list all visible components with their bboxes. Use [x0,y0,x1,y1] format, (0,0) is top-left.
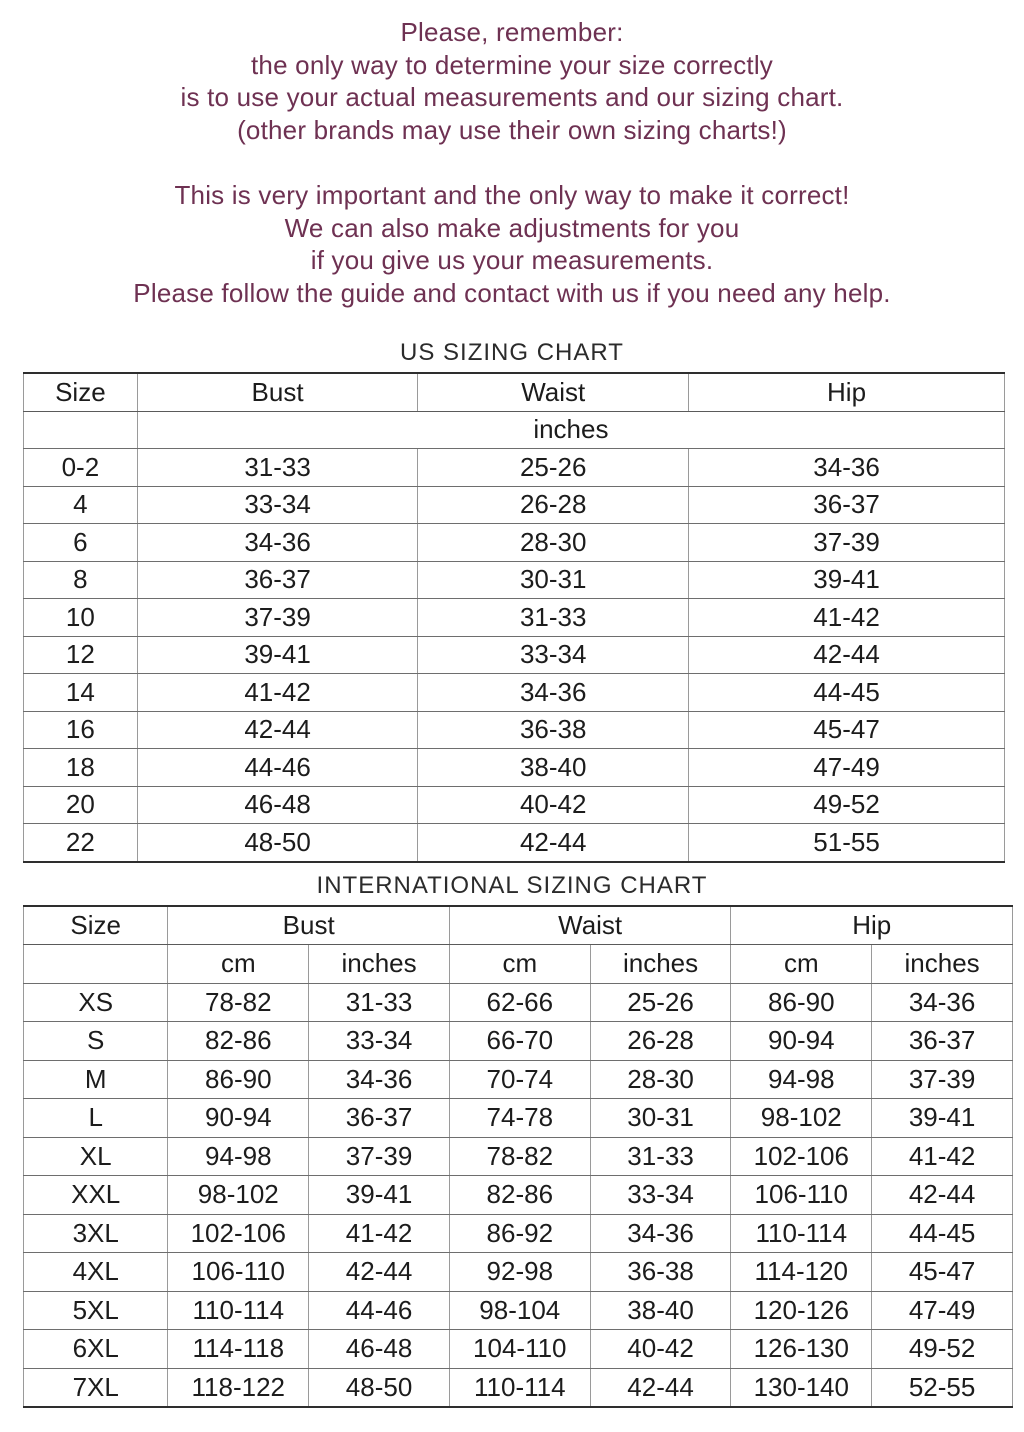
intro-line: Please follow the guide and contact with us if you need any help. [133,277,891,308]
size-cell: XS [24,983,168,1022]
intro-line: if you give us your measurements. [310,245,714,275]
table-row [24,749,1005,787]
measurement-cell: 31-33 [418,599,689,637]
measurement-cell: 86-92 [449,1214,590,1253]
unit-label-waist-cm: cm [449,945,590,984]
measurement-cell: 51-55 [689,824,1005,862]
table-row [24,674,1005,712]
measurement-cell: 44-46 [309,1291,450,1330]
measurement-cell: 42-44 [418,824,689,862]
measurement-cell: 36-37 [309,1099,450,1138]
measurement-cell: 34-36 [418,674,689,712]
measurement-cell: 25-26 [590,983,731,1022]
size-cell: 5XL [24,1291,168,1330]
measurement-cell: 36-38 [590,1253,731,1292]
measurement-cell: 39-41 [137,636,418,674]
measurement-cell: 28-30 [418,524,689,562]
table-row [24,1099,1013,1138]
size-cell: 6 [24,524,138,562]
size-cell: 3XL [24,1214,168,1253]
measurement-cell: 42-44 [309,1253,450,1292]
size-cell: 6XL [24,1330,168,1369]
empty-cell [24,945,168,984]
measurement-cell: 42-44 [872,1176,1013,1215]
table-row [24,1253,1013,1292]
measurement-cell: 33-34 [137,486,418,524]
intro-line: We can also make adjustments for you [284,212,740,243]
measurement-cell: 66-70 [449,1022,590,1061]
measurement-cell: 33-34 [590,1176,731,1215]
column-header-size: Size [24,373,138,411]
measurement-cell: 98-104 [449,1291,590,1330]
size-cell: 7XL [24,1368,168,1407]
us-chart-title: US SIZING CHART [400,339,624,366]
measurement-cell: 52-55 [872,1368,1013,1407]
table-row [24,824,1005,862]
table-row [24,486,1005,524]
measurement-cell: 26-28 [418,486,689,524]
measurement-cell: 45-47 [689,711,1005,749]
measurement-cell: 42-44 [590,1368,731,1407]
measurement-cell: 106-110 [168,1253,309,1292]
size-cell: S [24,1022,168,1061]
table-row [24,636,1005,674]
unit-label-hip-inches: inches [872,945,1013,984]
measurement-cell: 36-38 [418,711,689,749]
measurement-cell: 40-42 [418,786,689,824]
measurement-cell: 110-114 [731,1214,872,1253]
intro-paragraph-2 [0,179,1024,309]
size-cell: L [24,1099,168,1138]
measurement-cell: 41-42 [309,1214,450,1253]
measurement-cell: 102-106 [168,1214,309,1253]
measurement-cell: 37-39 [309,1137,450,1176]
measurement-cell: 38-40 [590,1291,731,1330]
measurement-cell: 40-42 [590,1330,731,1369]
measurement-cell: 106-110 [731,1176,872,1215]
unit-label: inches [137,411,1004,449]
measurement-cell: 39-41 [689,561,1005,599]
measurement-cell: 45-47 [872,1253,1013,1292]
measurement-cell: 34-36 [689,449,1005,487]
size-cell: 22 [24,824,138,862]
column-header-bust: Bust [137,373,418,411]
measurement-cell: 46-48 [137,786,418,824]
measurement-cell: 98-102 [168,1176,309,1215]
intro-text [0,0,1024,309]
measurement-cell: 49-52 [689,786,1005,824]
measurement-cell: 102-106 [731,1137,872,1176]
measurement-cell: 38-40 [418,749,689,787]
measurement-cell: 47-49 [872,1291,1013,1330]
measurement-cell: 120-126 [731,1291,872,1330]
unit-label-hip-cm: cm [731,945,872,984]
table-row [24,1176,1013,1215]
measurement-cell: 42-44 [689,636,1005,674]
measurement-cell: 31-33 [137,449,418,487]
intl-chart-title: INTERNATIONAL SIZING CHART [316,871,708,899]
measurement-cell: 110-114 [168,1291,309,1330]
measurement-cell: 98-102 [731,1099,872,1138]
size-cell: 10 [24,599,138,637]
measurement-cell: 41-42 [872,1137,1013,1176]
unit-label-bust-inches: inches [309,945,450,984]
table-row [24,1137,1013,1176]
intl-unit-row [24,945,1013,984]
measurement-cell: 30-31 [590,1099,731,1138]
size-cell: 8 [24,561,138,599]
intro-paragraph-1 [0,16,1024,146]
measurement-cell: 62-66 [449,983,590,1022]
size-cell: 0-2 [24,449,138,487]
measurement-cell: 78-82 [449,1137,590,1176]
measurement-cell: 34-36 [872,983,1013,1022]
table-row [24,1214,1013,1253]
measurement-cell: 114-120 [731,1253,872,1292]
measurement-cell: 44-45 [689,674,1005,712]
measurement-cell: 31-33 [309,983,450,1022]
measurement-cell: 34-36 [309,1060,450,1099]
table-row [24,711,1005,749]
size-cell: 20 [24,786,138,824]
measurement-cell: 42-44 [137,711,418,749]
measurement-cell: 48-50 [309,1368,450,1407]
intl-header-row [24,906,1013,945]
table-row [24,1060,1013,1099]
column-header-hip: Hip [731,906,1013,945]
measurement-cell: 130-140 [731,1368,872,1407]
measurement-cell: 92-98 [449,1253,590,1292]
measurement-cell: 90-94 [168,1099,309,1138]
table-row [24,1022,1013,1061]
table-row [24,1368,1013,1407]
size-cell: 4XL [24,1253,168,1292]
measurement-cell: 78-82 [168,983,309,1022]
measurement-cell: 94-98 [731,1060,872,1099]
measurement-cell: 44-46 [137,749,418,787]
table-row [24,983,1013,1022]
measurement-cell: 74-78 [449,1099,590,1138]
unit-label-bust-cm: cm [168,945,309,984]
empty-cell [24,411,138,449]
measurement-cell: 39-41 [309,1176,450,1215]
measurement-cell: 36-37 [689,486,1005,524]
measurement-cell: 36-37 [137,561,418,599]
measurement-cell: 34-36 [590,1214,731,1253]
size-cell: XXL [24,1176,168,1215]
measurement-cell: 118-122 [168,1368,309,1407]
measurement-cell: 28-30 [590,1060,731,1099]
measurement-cell: 82-86 [168,1022,309,1061]
measurement-cell: 48-50 [137,824,418,862]
measurement-cell: 70-74 [449,1060,590,1099]
measurement-cell: 33-34 [418,636,689,674]
measurement-cell: 31-33 [590,1137,731,1176]
intro-line: the only way to determine your size correctly [251,49,773,80]
measurement-cell: 82-86 [449,1176,590,1215]
size-cell: 14 [24,674,138,712]
measurement-cell: 39-41 [872,1099,1013,1138]
intro-line: (other brands may use their own sizing charts!) [237,114,787,145]
measurement-cell: 34-36 [137,524,418,562]
size-cell: 4 [24,486,138,524]
table-row [24,786,1005,824]
measurement-cell: 94-98 [168,1137,309,1176]
table-row [24,561,1005,599]
measurement-cell: 37-39 [689,524,1005,562]
measurement-cell: 110-114 [449,1368,590,1407]
measurement-cell: 30-31 [418,561,689,599]
us-sizing-table [23,372,1005,863]
column-header-size: Size [24,906,168,945]
column-header-waist: Waist [449,906,731,945]
measurement-cell: 86-90 [168,1060,309,1099]
measurement-cell: 44-45 [872,1214,1013,1253]
size-cell: 18 [24,749,138,787]
measurement-cell: 86-90 [731,983,872,1022]
measurement-cell: 90-94 [731,1022,872,1061]
table-row [24,599,1005,637]
table-row [24,1330,1013,1369]
column-header-waist: Waist [418,373,689,411]
measurement-cell: 37-39 [137,599,418,637]
measurement-cell: 46-48 [309,1330,450,1369]
measurement-cell: 25-26 [418,449,689,487]
table-row [24,1291,1013,1330]
table-row [24,449,1005,487]
size-cell: 16 [24,711,138,749]
us-unit-row [24,411,1005,449]
measurement-cell: 104-110 [449,1330,590,1369]
column-header-hip: Hip [689,373,1005,411]
intro-line: This is very important and the only way to make it correct! [174,180,850,210]
measurement-cell: 47-49 [689,749,1005,787]
size-cell: 12 [24,636,138,674]
measurement-cell: 33-34 [309,1022,450,1061]
unit-label-waist-inches: inches [590,945,731,984]
us-header-row [24,373,1005,411]
measurement-cell: 49-52 [872,1330,1013,1369]
intro-line: Please, remember: [400,17,624,47]
measurement-cell: 37-39 [872,1060,1013,1099]
measurement-cell: 36-37 [872,1022,1013,1061]
measurement-cell: 41-42 [689,599,1005,637]
size-cell: XL [24,1137,168,1176]
column-header-bust: Bust [168,906,450,945]
size-cell: M [24,1060,168,1099]
measurement-cell: 26-28 [590,1022,731,1061]
intl-sizing-table [23,905,1013,1409]
table-row [24,524,1005,562]
measurement-cell: 126-130 [731,1330,872,1369]
measurement-cell: 41-42 [137,674,418,712]
measurement-cell: 114-118 [168,1330,309,1369]
intro-line: is to use your actual measurements and our sizing chart. [180,82,844,112]
